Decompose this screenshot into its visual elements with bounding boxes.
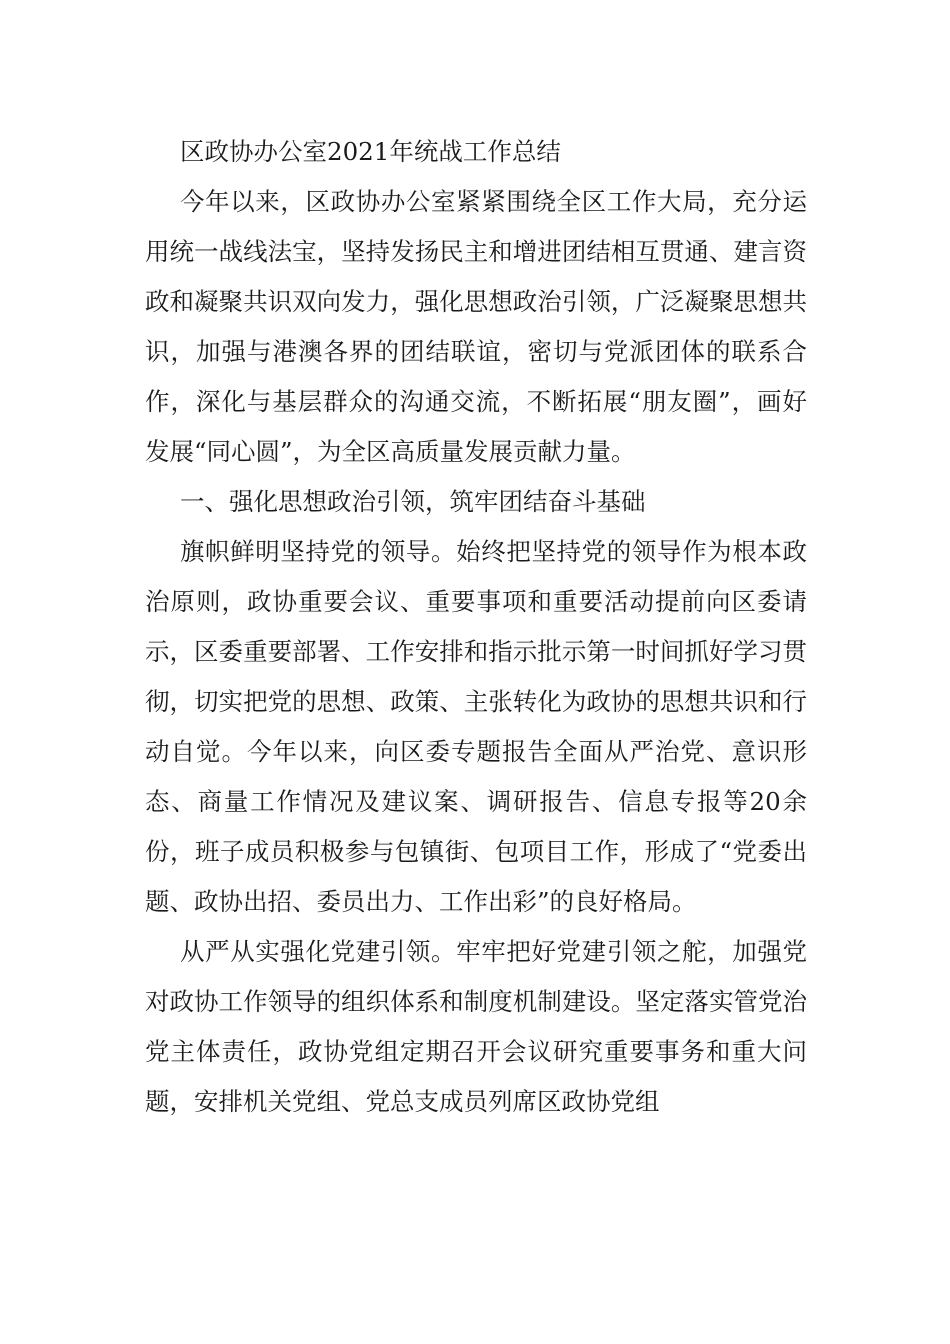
paragraph-party-leadership: 旗帜鲜明坚持党的领导。始终把坚持党的领导作为根本政治原则，政协重要会议、重要事项和重要活动提前向区委请示，区委重要部署、工作安排和指示批示第一时间抓好学习贯彻，切实把党的思想、政策、主张转化为政协的思想共识和行动自觉。今年以来，向区委专题报告全面从严治党、意识形态、商量工作情况及建议案、调研报告、信息专报等20余份，班子成员积极参与包镇街、包项目工作，形成了“党委出题、政协出招、委员出力、工作出彩”的良好格局。	[145, 537, 807, 916]
document-title: 区政协办公室2021年统战工作总结	[180, 137, 561, 166]
section-heading-1: 一、强化思想政治引领，筑牢团结奋斗基础	[180, 487, 646, 516]
paragraph-party-building: 从严从实强化党建引领。牢牢把好党建引领之舵，加强党对政协工作领导的组织体系和制度机制建设。坚定落实管党治党主体责任，政协党组定期召开会议研究重要事务和重大问题，安排机关党组、党总支成员列席区政协党组	[145, 937, 807, 1116]
document-body	[145, 127, 807, 1127]
intro-paragraph: 今年以来，区政协办公室紧紧围绕全区工作大局，充分运用统一战线法宝，坚持发扬民主和增进团结相互贯通、建言资政和凝聚共识双向发力，强化思想政治引领，广泛凝聚思想共识，加强与港澳各界的团结联谊，密切与党派团体的联系合作，深化与基层群众的沟通交流，不断拓展“朋友圈”，画好发展“同心圆”，为全区高质量发展贡献力量。	[145, 187, 807, 466]
